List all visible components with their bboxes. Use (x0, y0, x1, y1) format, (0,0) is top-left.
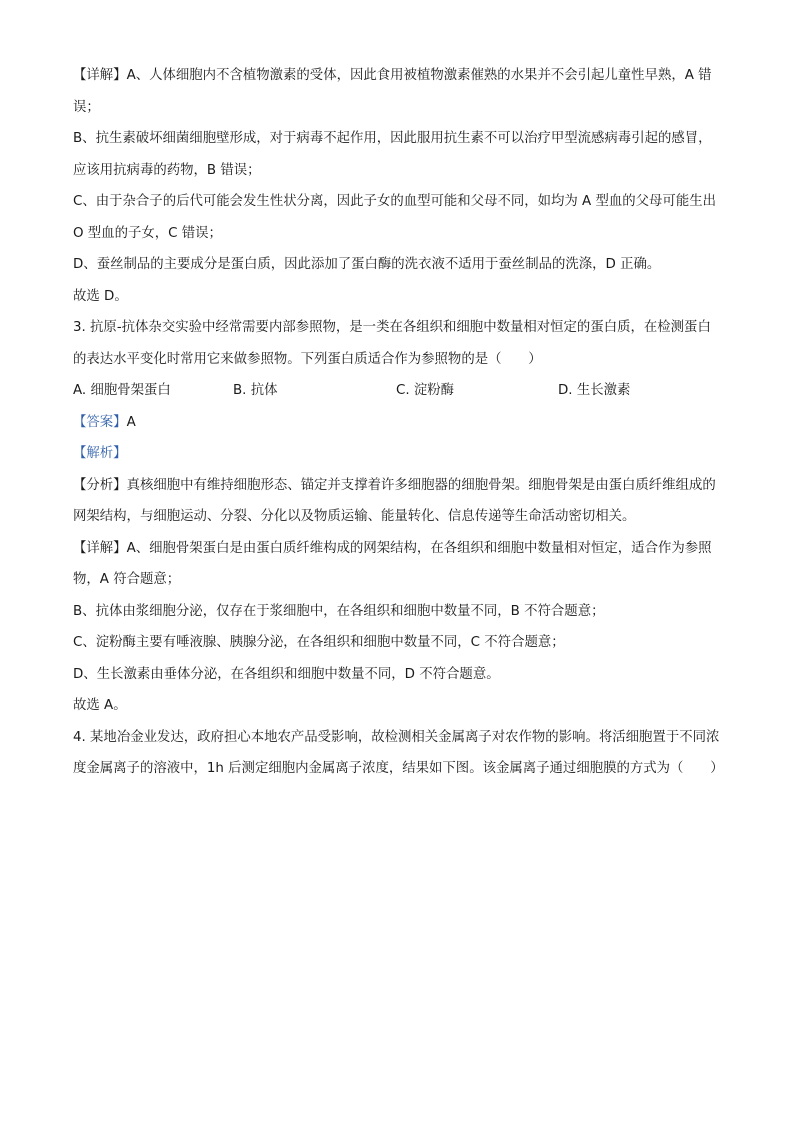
answer-tag: 【答案】 (73, 414, 127, 430)
q3-answer (73, 407, 721, 439)
q3-detail-b: B、抗体由浆细胞分泌，仅存在于浆细胞中，在各组织和细胞中数量不同，B 不符合题意； (73, 603, 605, 619)
q3-fenxi-text: 真核细胞中有维持细胞形态、锚定并支撑着许多细胞器的细胞骨架。细胞骨架是由蛋白质纤维组成的网架结构，与细胞运动、分裂、分化以及物质运输、能量转化、信息传递等生命活动密切相关。 (73, 477, 716, 524)
q2-detail-c: C、由于杂合子的后代可能会发生性状分离，因此子女的血型可能和父母不同，如均为 A 型血的父母可能生出 O 型血的子女，C 错误； (73, 194, 716, 241)
q3-stem: 3. 抗原-抗体杂交实验中经常需要内部参照物，是一类在各组织和细胞中数量相对恒定的蛋白质，在检测蛋白的表达水平变化时常用它来做参照物。下列蛋白质适合作为参照物的是（ ） (73, 320, 711, 367)
q3-options (73, 375, 721, 407)
q2-detail-b: B、抗生素破坏细菌细胞壁形成，对于病毒不起作用，因此服用抗生素不可以治疗甲型流感病毒引起的感冒，应该用抗病毒的药物，B 错误； (73, 131, 712, 178)
q3-detail-d: D、生长激素由垂体分泌，在各组织和细胞中数量不同，D 不符合题意。 (73, 666, 500, 682)
q2-detail-a-text: A、人体细胞内不含植物激素的受体，因此食用被植物激素催熟的水果并不会引起儿童性早熟，A 错误； (73, 68, 712, 115)
q3-option-a: A. 细胞骨架蛋白 (73, 383, 171, 398)
detail-tag: 【详解】 (73, 68, 127, 83)
q4-stem: 4. 某地冶金业发达，政府担心本地农产品受影响，故检测相关金属离子对农作物的影响。将活细胞置于不同浓度金属离子的溶液中，1h 后测定细胞内金属离子浓度，结果如下图。该金属离子通过细胞膜的方式为（ ） (73, 729, 724, 776)
q3-detail-a (73, 533, 721, 596)
q3-detail-a-text: A、细胞骨架蛋白是由蛋白质纤维构成的网架结构，在各组织和细胞中数量相对恒定，适合作为参照物，A 符合题意； (73, 540, 712, 587)
q2-conclusion: 故选 D。 (73, 288, 128, 304)
q3-fenxi (73, 470, 721, 533)
q2-detail-a (73, 60, 721, 123)
document-page (73, 60, 724, 785)
q3-detail-c: C、淀粉酶主要有唾液腺、胰腺分泌，在各组织和细胞中数量不同，C 不符合题意； (73, 635, 565, 650)
detail-tag: 【详解】 (73, 540, 127, 556)
q3-option-d: D. 生长激素 (558, 383, 631, 398)
q2-detail-d: D、蚕丝制品的主要成分是蛋白质，因此添加了蛋白酶的洗衣液不适用于蚕丝制品的洗涤，D 正确。 (73, 257, 661, 272)
q3-answer-value: A (126, 414, 136, 430)
fenxi-tag: 【分析】 (73, 477, 127, 493)
q3-analysis-heading (73, 438, 721, 470)
analysis-tag: 【解析】 (73, 446, 127, 461)
q3-option-b: B. 抗体 (233, 383, 278, 398)
q3-conclusion: 故选 A。 (73, 698, 127, 713)
q3-option-c: C. 淀粉酶 (396, 383, 455, 398)
